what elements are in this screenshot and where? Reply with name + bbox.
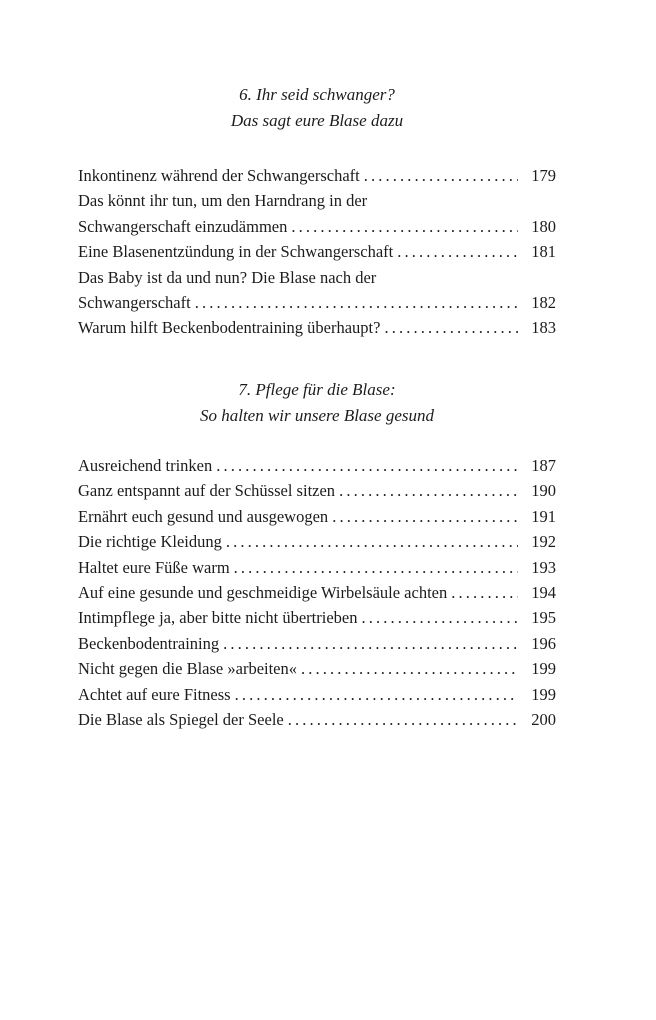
dot-leader bbox=[234, 555, 518, 580]
dot-leader bbox=[451, 580, 518, 605]
dot-leader bbox=[361, 605, 518, 630]
toc-entry-page-number: 196 bbox=[531, 633, 556, 653]
toc-entry-page-number: 187 bbox=[531, 456, 556, 475]
dot-leader bbox=[226, 529, 518, 554]
dot-leader bbox=[291, 214, 518, 239]
toc-section-chapter-6 bbox=[78, 82, 556, 341]
toc-entry-title-line1: Das Baby ist da und nun? Die Blase nach der bbox=[78, 267, 377, 287]
toc-entry-title: Die Blase als Spiegel der Seele bbox=[78, 709, 284, 729]
toc-entry-page-number: 191 bbox=[531, 506, 556, 526]
dot-leader bbox=[339, 478, 518, 503]
toc-entry-title: Die richtige Kleidung bbox=[78, 532, 222, 552]
toc-entry bbox=[78, 504, 556, 529]
toc-entry-page-number: 183 bbox=[531, 318, 556, 338]
dot-leader bbox=[235, 682, 518, 707]
toc-entry-title: Intimpflege ja, aber bitte nicht übertrieben bbox=[78, 608, 358, 628]
toc-entry bbox=[78, 163, 556, 188]
dot-leader bbox=[397, 239, 518, 264]
dot-leader bbox=[332, 504, 518, 529]
toc-entry-page-number: 194 bbox=[531, 582, 556, 602]
toc-entry-page-number: 180 bbox=[531, 216, 556, 236]
toc-entry bbox=[78, 239, 556, 264]
toc-entry-page-number: 200 bbox=[531, 709, 556, 729]
chapter-title: 7. Pflege für die Blase: bbox=[238, 380, 396, 399]
toc-entry-title: Ganz entspannt auf der Schüssel sitzen bbox=[78, 481, 336, 501]
toc-entry-page-number: 192 bbox=[531, 532, 556, 552]
toc-entry bbox=[78, 631, 556, 656]
toc-entry bbox=[78, 453, 556, 478]
toc-entry-title: Warum hilft Beckenbodentraining überhaupt? bbox=[78, 318, 381, 338]
chapter-heading bbox=[78, 82, 556, 134]
toc-entry bbox=[78, 580, 556, 605]
toc-entry-page-number: 193 bbox=[531, 557, 556, 577]
toc-entry-title-line1: Das könnt ihr tun, um den Harndrang in der bbox=[78, 191, 368, 211]
toc-entry-title: Schwangerschaft bbox=[78, 292, 191, 312]
toc-entry-page-number: 195 bbox=[531, 608, 556, 628]
toc-entry bbox=[78, 214, 556, 239]
dot-leader bbox=[195, 290, 518, 315]
toc-entry-first-line bbox=[78, 265, 556, 290]
toc-entry bbox=[78, 656, 556, 681]
toc-entry-title: Beckenbodentraining bbox=[78, 633, 220, 653]
chapter-subtitle: Das sagt eure Blase dazu bbox=[230, 111, 404, 130]
toc-entry bbox=[78, 707, 556, 732]
toc-entry-title: Eine Blasenentzündung in der Schwangerschaft bbox=[78, 242, 394, 262]
dot-leader bbox=[288, 707, 518, 732]
dot-leader bbox=[301, 656, 518, 681]
toc-entry-title: Achtet auf eure Fitness bbox=[78, 684, 231, 704]
toc-section-chapter-7 bbox=[78, 377, 556, 732]
dot-leader bbox=[364, 163, 518, 188]
chapter-subtitle: So halten wir unsere Blase gesund bbox=[199, 406, 435, 425]
toc-entries bbox=[78, 163, 556, 341]
toc-entry-page-number: 190 bbox=[531, 481, 556, 501]
toc-entry-page-number: 182 bbox=[531, 292, 556, 312]
dot-leader bbox=[216, 453, 518, 478]
toc-entry-page-number: 199 bbox=[531, 684, 556, 704]
toc-entry-title: Auf eine gesunde und geschmeidige Wirbelsäule achten bbox=[78, 582, 448, 602]
toc-entry-title: Ernährt euch gesund und ausgewogen bbox=[78, 506, 329, 526]
toc-entry-title: Haltet eure Füße warm bbox=[78, 557, 230, 577]
toc-entry bbox=[78, 682, 556, 707]
toc-entry bbox=[78, 315, 556, 340]
toc-entry-title: Schwangerschaft einzudämmen bbox=[78, 216, 288, 236]
toc-entry-page-number: 179 bbox=[531, 166, 556, 185]
toc-entry-first-line bbox=[78, 188, 556, 213]
chapter-title: 6. Ihr seid schwanger? bbox=[239, 85, 395, 104]
toc-entry bbox=[78, 478, 556, 503]
dot-leader bbox=[223, 631, 518, 656]
toc-entry-title: Nicht gegen die Blase »arbeiten« bbox=[78, 659, 298, 679]
toc-entry-title: Inkontinenz während der Schwangerschaft bbox=[78, 166, 360, 185]
toc-entry bbox=[78, 529, 556, 554]
chapter-heading bbox=[78, 377, 556, 429]
toc-entry-page-number: 181 bbox=[531, 242, 556, 262]
toc-entries bbox=[78, 453, 556, 732]
toc-entry-page-number: 199 bbox=[531, 659, 556, 679]
dot-leader bbox=[384, 315, 518, 340]
toc-entry bbox=[78, 605, 556, 630]
toc-entry-title: Ausreichend trinken bbox=[78, 456, 213, 475]
toc-entry bbox=[78, 555, 556, 580]
toc-entry bbox=[78, 290, 556, 315]
